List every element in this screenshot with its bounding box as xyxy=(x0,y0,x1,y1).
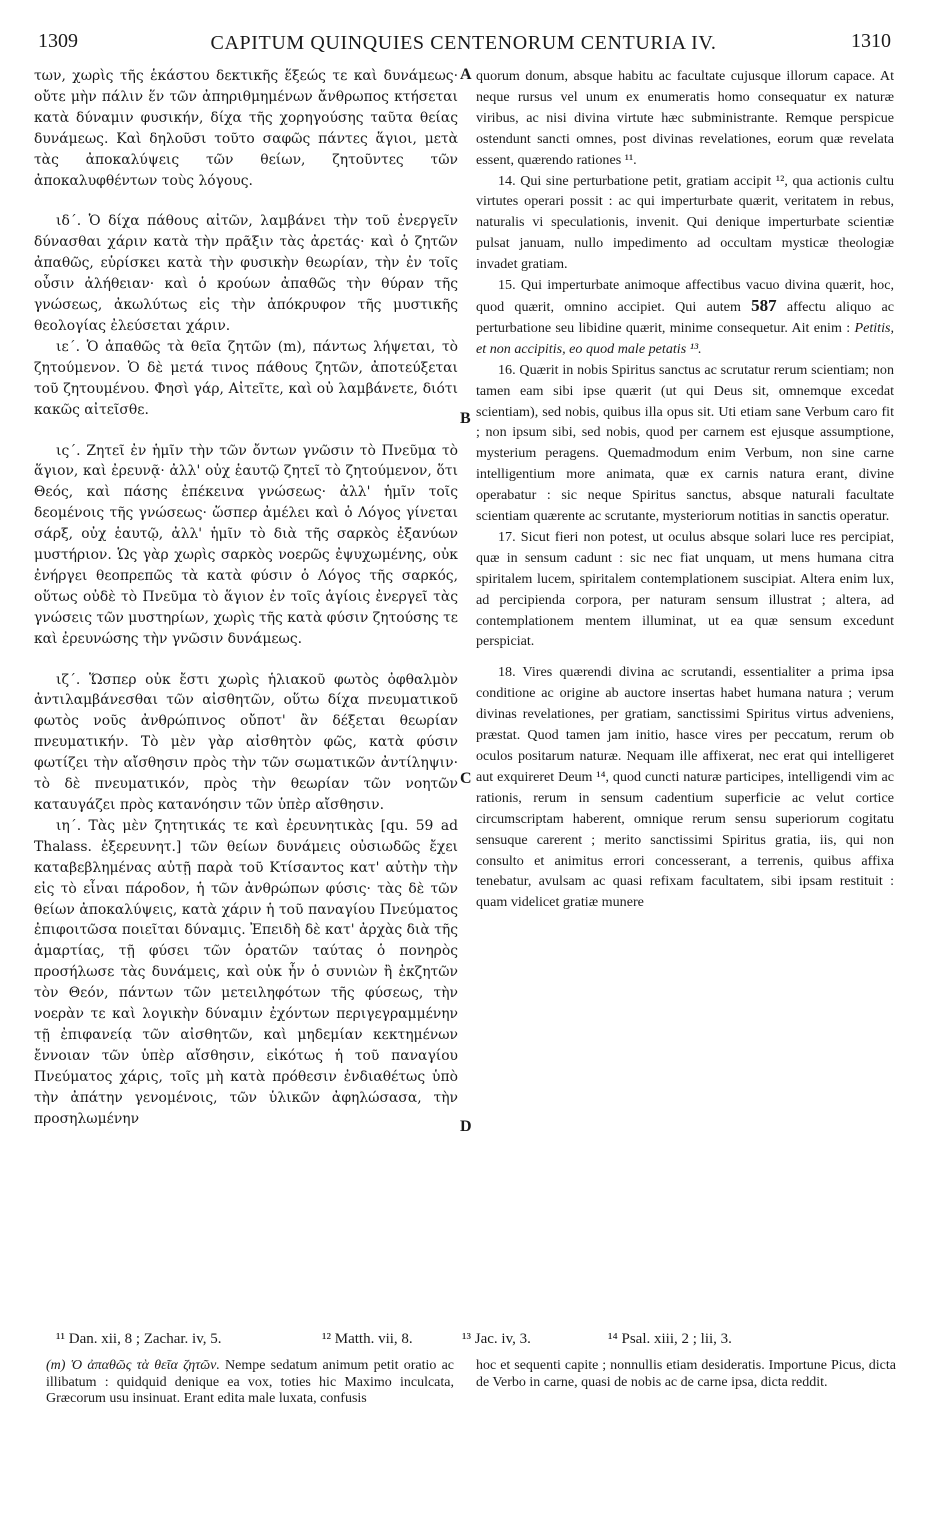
editorial-note-heading: (m) Ὁ ἀπαθῶς τὰ θεῖα ζητῶν. xyxy=(46,1358,220,1373)
greek-paragraph-17: ιζ΄. Ὥσπερ οὐκ ἔστι χωρὶς ἡλιακοῦ φωτὸς ὀφθαλμὸν ἀντιλαμβάνεσθαι τῶν αἰσθητῶν, οὕτω δίχα πνευματικοῦ φωτὸς νοῦς ἀνθρώπινος οὔποτ' ἂν δέξεται θεωρίαν πνευματικήν. Τὸ μὲν γὰρ αἰσθητὸν φῶς, κατὰ φύσιν φωτίζει τὴν αἴσθησιν πρὸς τὴν τῶν σωματικῶν ἀντίληψιν· τὸ δὲ πνευματικόν, πρὸς τὴν θεωρίαν τῶν νοητῶν καταυγάζει πρὸς κατανόησιν τῶν ὑπὲρ αἴσθησιν. xyxy=(34,671,458,813)
editorial-note-left-text: Nempe sedatum animum petit oratio ac illibatum : quidquid denique ea vox, toties hic Maximo inculcata, Græcorum usu insinuat. Erant edita male luxata, confusis xyxy=(46,1358,454,1406)
editorial-note-right: hoc et sequenti capite ; nonnullis etiam desideratis. Importune Picus, dicta de Verbo in carne, quasi de nobis ac de carne ipsa, dicta reddit. xyxy=(476,1358,896,1390)
footnote-14: ¹⁴ Psal. xiii, 2 ; lii, 3. xyxy=(608,1331,732,1347)
greek-paragraph-16: ις΄. Ζητεῖ ἐν ἡμῖν τὴν τῶν ὄντων γνῶσιν τὸ Πνεῦμα τὸ ἅγιον, καὶ ἐρευνᾷ· ἀλλ' οὐχ ἑαυτῷ ζητεῖ τὸ ζητούμενον, ὅτι Θεός, καὶ πάσης ἐπέκεινα γνώσεως· ἀλλ' ἡμῖν τοῖς δεομένοις τῆς γνώσεως· ὥσπερ ἀμέλει καὶ ὁ Λόγος γίνεται σάρξ, οὐχ ἑαυτῷ, ἀλλ' ἡμῖν τὸ διὰ τῆς σαρκὸς ἐξανύων μυστήριον. Ὡς γὰρ χωρὶς σαρκὸς νοερῶς ἐψυχωμένης, οὐκ ἐνήργει θεοπρεπῶς τὰ κατὰ φύσιν ὁ Λόγος τῆς σαρκός, οὕτως οὐδὲ τὸ Πνεῦμα τὸ ἅγιον ἐν τοῖς ἁγίοις ἐνεργεῖ τὰς γνώσεις τῶν μυστηρίων, χωρὶς τῆς κατὰ φύσιν ζητούσης τε καὶ ἐρευνώσης τὴν γνῶσιν δυνάμεως. xyxy=(34,442,458,647)
latin-paragraph-17: 17. Sicut fieri non potest, ut oculus absque solari luce res percipiat, quæ in sensum cadunt : sic nec fiat unquam, ut mens humana citra spiritalem lucem, spiritalem contemplationem suscipiat. Altera enim lux, ad percipienda corpora, per naturam sensum illustrat ; altera, ad contemplationem mentem illuminat, ut ea quæ sensum excedunt perspiciat. xyxy=(476,528,894,650)
margin-letter-c: C xyxy=(460,770,472,787)
latin-paragraph-15-text-b: affectu aliquo ac perturbatione seu libidine quærit, minime consequetur. Ait enim : xyxy=(476,298,894,336)
footnote-11: ¹¹ Dan. xii, 8 ; Zachar. iv, 5. xyxy=(56,1331,222,1347)
margin-letter-d: D xyxy=(460,1118,472,1135)
greek-paragraph-13-cont: των, χωρὶς τῆς ἑκάστου δεκτικῆς ἕξεώς τε καὶ δυνάμεως· οὔτε μὴν πάλιν ἕν τῶν ἀπηριθμημένων ἄνθρωπος κτήσεται κατὰ δύναμιν φυσικήν, δίχα τῆς χορηγούσης ταῦτα θείας δυνάμεως. Καὶ δηλοῦσι τοῦτο σαφῶς πάντες ἅγιοι, μετὰ τὰς ἀποκαλύψεις τῶν θείων, ζητοῦντες τῶν ἀποκαλυφθέντων τοὺς λόγους. xyxy=(34,68,458,189)
latin-paragraph-15-text-a: 15. Qui imperturbate animoque affectibus vacuo divina quærit, hoc, quod quærit, omnino accipiet. Qui autem xyxy=(476,277,894,315)
running-header xyxy=(30,30,897,62)
latin-paragraph-15-quote: Petitis, et non accipitis, eo quod male petatis ¹³. xyxy=(476,319,895,357)
footnote-13: ¹³ Jac. iv, 3. xyxy=(462,1331,531,1347)
latin-column xyxy=(476,66,894,913)
page-number-right: 1310 xyxy=(851,30,891,52)
page-number-left: 1309 xyxy=(38,30,78,52)
greek-column xyxy=(34,66,458,1130)
latin-paragraph-18: 18. Vires quærendi divina ac scrutandi, essentialiter a prima ipsa conditione ac origine ab auctore insertas habet humana natura ; verum divinas revelationes, per gratiam, sanctissimi Spiritus virtus adveniens, præstat. Quod tamen jam initio, hasce vires per peccatum, rerum ob oculos positarum naturæ. Nequam ille affixerat, nec erat qui intelligeret aut exquireret Deum ¹⁴, quod cuncti naturæ participes, intelligendi vim ac rationis, rerum in sensum cadentium superficie ac velut cortice circumscriptam haberent, omnique rerum sensu superiorum cogitatu sensuque carerent ; merito sanctissimi Spiritus gratia, iis, qui non consulto et animitus errori concesserant, a terrenis, quibus affixa tenebatur, avulsam ac quasi refixam facultatem, sibi ipsam restituit : quam videlicet gratiæ munere xyxy=(476,664,894,911)
greek-paragraph-18: ιη΄. Τὰς μὲν ζητητικάς τε καὶ ἐρευνητικὰς [qu. 59 ad Thalass. ἐξερευνητ.] τῶν θείων δυνάμεις οὐσιωδῶς ἔχει καταβεβλημένας αὐτῇ παρὰ τοῦ Κτίσαντος κατ' αὐτὴν τὴν εἰς τὸ εἶναι πάροδον, ἡ τῶν ἀνθρώπων φύσις· τὰς δὲ τῶν θείων ἀποκαλύψεις, κατὰ χάριν ἡ τοῦ παναγίου Πνεύματος ἐπιφοιτῶσα ποιεῖται δύναμις. Ἐπειδὴ δὲ κατ' ἀρχὰς διὰ τῆς ἁμαρτίας, τῇ φύσει τῶν ὁρατῶν ταύτας ὁ πονηρὸς προσήλωσε τὰς δυνάμεις, καὶ οὐκ ἦν ὁ συνιὼν ἢ ἐκζητῶν τὸν Θεόν, πάντων τῶν μετειληφότων τῆς φύσεως, τὴν νοερὰν τε καὶ λογικὴν δύναμιν ἐχόντων περιγεγραμμένην τῇ ἐπιφανείᾳ τῶν αἰσθητῶν, καὶ μηδεμίαν κεκτημένων ἔννοιαν τῶν ὑπὲρ αἴσθησιν, εἰκότως ἡ τοῦ παναγίου Πνεύματος χάρις, τοῖς μὴ κατὰ πρόθεσιν ἐνδιαθέτως ὑπὸ τὴν ἀπάτην γενομένοις, τῶν ὑλικῶν ἀφηλώσασα, τὴν προσηλωμένην xyxy=(34,817,458,1127)
margin-letter-a: A xyxy=(460,66,472,83)
running-title: CAPITUM QUINQUIES CENTENORUM CENTURIA IV. xyxy=(210,32,717,54)
latin-paragraph-15 xyxy=(476,275,894,360)
editorial-note-left xyxy=(46,1358,454,1408)
margin-letter-b: B xyxy=(460,410,471,427)
footnote-12: ¹² Matth. vii, 8. xyxy=(322,1331,413,1347)
latin-paragraph-13-cont: quorum donum, absque habitu ac facultate cujusque illorum capace. At neque rursus vel unum ex enumeratis homo consequatur ex naturæ viribus, ac nisi divina virtute hæc subministrante. Remque perspicue ostendunt sancti omnes, post divinas revelationes, eorum quæ revelata essent, quærendo rationes ¹¹. xyxy=(476,68,894,168)
greek-paragraph-15: ιε΄. Ὁ ἀπαθῶς τὰ θεῖα ζητῶν (m), πάντως λήψεται, τὸ ζητούμενον. Ὁ δὲ μετά τινος πάθους ζητῶν, ἀποτεύξεται τοῦ ζητουμένου. Φησὶ γάρ, Αἰτεῖτε, καὶ οὐ λαμβάνετε, διότι κακῶς αἰτεῖσθε. xyxy=(34,338,458,418)
greek-paragraph-14: ιδ΄. Ὁ δίχα πάθους αἰτῶν, λαμβάνει τὴν τοῦ ἐνεργεῖν δύνασθαι χάριν κατὰ τὴν πρᾶξιν τὰς ἀρετάς· καὶ ὁ ζητῶν ἀπαθῶς, εὑρίσκει κατὰ τὴν φυσικὴν θεωρίαν, τὴν ἐν τοῖς οὖσιν ἀλήθειαν· καὶ ὁ κρούων ἀπαθῶς τὴν θύραν τῆς γνώσεως, ἀκωλύτως εἰς τὴν ἀπόκρυφον τῆς μυστικῆς θεολογίας ἐλεύσεται χάριν. xyxy=(34,213,458,334)
column-number: 587 xyxy=(751,295,777,315)
latin-paragraph-16: 16. Quærit in nobis Spiritus sanctus ac scrutatur rerum scientiam; non tamen eam sibi ipse quærit (ut qui Deus sit, omnemque excedat scientiam), sed nobis, quibus illa opus sit. Uti etiam sane Verbum caro fit ; non ipsum sibi, sed nobis, quod per carnem est ejusque assumptione, mysterium peragens. Quemadmodum enim Verbum, non sine carne intelligentium more animata, quæ ex carnis natura erant, divine operabatur : sic neque Spiritus sanctus, absque naturali facultate scientiam quærente ac scrutante, mysteriorum notitias in sanctis operatur. xyxy=(476,361,894,525)
latin-paragraph-14: 14. Qui sine perturbatione petit, gratiam accipit ¹², qua actionis cultu virtutes operari possit : ac qui imperturbate quærit, veritatem in rebus, naturalis vi speculationis, invenit. Qui denique imperturbate scientiæ pulsat januam, nullo impedimento ad occultam mysticæ theologiæ invadet gratiam. xyxy=(476,172,894,273)
